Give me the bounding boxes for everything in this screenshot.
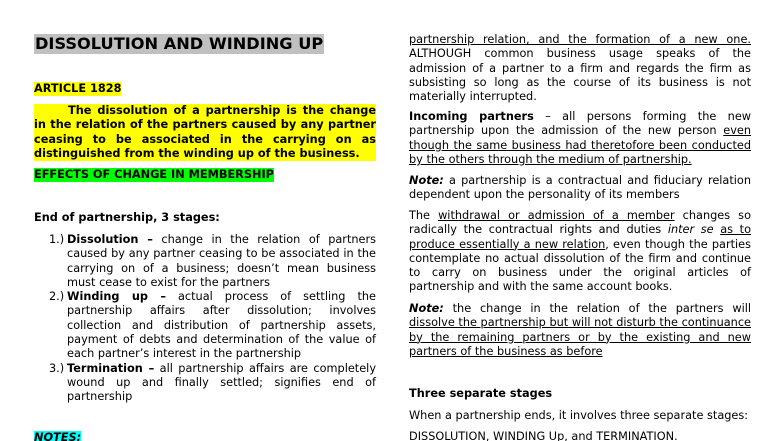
list-item: [34, 233, 376, 290]
underlined-text: dissolve the partnership but will not disturb the continuance by the remaining partners or by the existing and new partners of the business as before: [409, 316, 751, 358]
underlined-text: even though the same business had theretofore been conducted by the others through the medium of partnership.: [409, 124, 751, 166]
section-heading: Three separate stages: [409, 387, 553, 400]
paragraph-text: DISSOLUTION, WINDING Up, and TERMINATION.: [409, 430, 678, 441]
stage-text: actual process of settling the partnership affairs after dissolution; involves collection and distribution of partnership assets, payment of debts and determination of the value of each partner’s interest in the partnership: [67, 290, 376, 361]
list-number: 3.): [49, 361, 65, 375]
paragraph-text: When a partnership ends, it involves three separate stages:: [409, 409, 749, 422]
stage-term: Winding up –: [67, 290, 166, 304]
underlined-text: partnership relation, and the formation of a new one.: [409, 33, 751, 46]
paragraph-text: The: [409, 209, 439, 222]
paragraph-text: ALTHOUGH common business usage speaks of the admission of a partner to a firm and regards the firm as subsisting so long as the course of its business is not materially interrupted.: [409, 47, 751, 104]
page-title: DISSOLUTION AND WINDING UP: [35, 34, 324, 53]
paragraph-text: – all persons forming the new partnership upon the admission of the new person: [409, 110, 752, 138]
paragraph-text: the change in the relation of the partners will: [443, 302, 751, 315]
list-number: 1.): [49, 233, 65, 246]
underlined-text: withdrawal or admission of a member: [438, 209, 675, 222]
note-label: Note:: [409, 174, 444, 187]
stage-term: Termination –: [67, 361, 155, 375]
term-label: Incoming partners: [409, 110, 534, 123]
withdrawal-paragraph: [409, 209, 751, 295]
underlined-text: as to produce essentially a new relation: [409, 223, 751, 251]
note-paragraph: [409, 174, 751, 203]
notes-label: NOTES:: [34, 431, 81, 441]
end-of-partnership-heading: End of partnership, 3 stages:: [34, 211, 220, 224]
article-heading: ARTICLE 1828: [34, 82, 122, 95]
effects-heading: EFFECTS OF CHANGE IN MEMBERSHIP: [34, 168, 274, 181]
article-body: The dissolution of a partnership is the change in the relation of the partners caused by any partner ceasing to be associated in the carrying on as distinguished from the winding up of the business.: [34, 104, 376, 160]
stage-text: change in the relation of partners caused by any partner ceasing to be associated in the carrying on of a business; doesn’t mean business must cease to exist for the partners: [67, 233, 377, 289]
list-item: [34, 362, 376, 405]
list-number: 2.): [49, 290, 65, 304]
paragraph-continuation: [409, 33, 751, 104]
italic-text: inter se: [667, 223, 714, 237]
stage-text: all partnership affairs are completely wound up and finally settled; signifies end of partnership: [67, 361, 377, 404]
stages-list: [34, 233, 376, 405]
paragraph-text: a partnership is a contractual and fiduciary relation dependent upon the personality of its members: [409, 174, 751, 202]
list-item: [34, 290, 376, 361]
note-paragraph: [409, 302, 751, 359]
note-label: Note:: [409, 302, 444, 315]
incoming-partners-paragraph: [409, 110, 751, 167]
paragraph-text: changes so radically the contractual rights and duties: [409, 209, 751, 237]
stage-term: Dissolution –: [67, 233, 153, 246]
paragraph-text: , even though the parties contemplate no actual dissolution of the firm and continue to carry on business under the original articles of partnership and with the same account books.: [409, 237, 751, 294]
